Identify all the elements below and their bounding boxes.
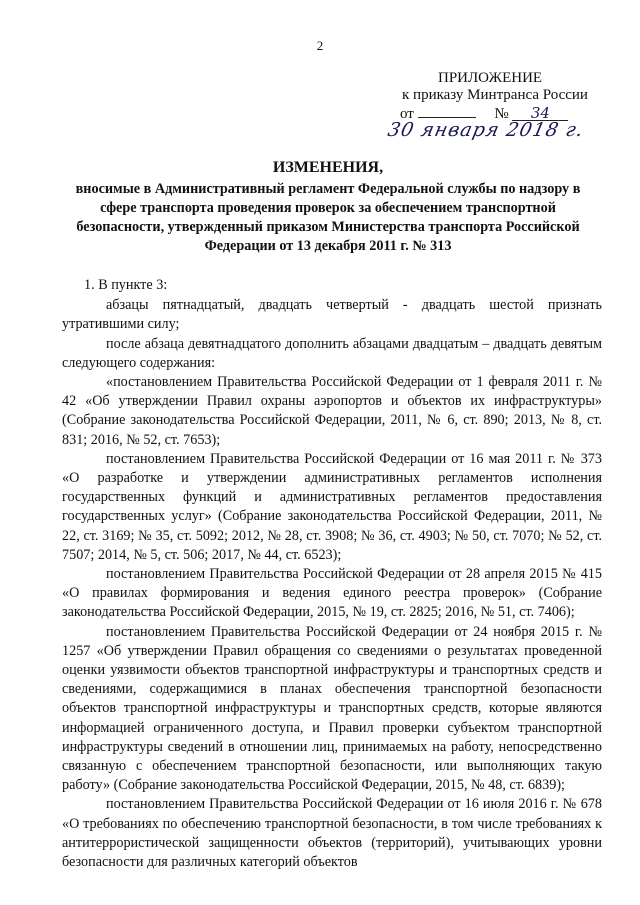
document-heading: [58, 158, 598, 256]
from-label: от: [400, 106, 414, 122]
document-title: ИЗМЕНЕНИЯ,: [272, 159, 384, 176]
order-number-field: 34: [512, 107, 568, 121]
appendix-block: [385, 70, 610, 141]
appendix-title: ПРИЛОЖЕНИЕ: [438, 70, 543, 86]
document-body: [62, 276, 602, 872]
body-paragraph: постановлением Правительства Российской Федерации от 28 апреля 2015 № 415 «О правилах формирования и ведения единого реестра проверок» (Собрание законодательства Российской Федерации, 2015, № 19, ст. 2825; 2016, № 51, ст. 7406);: [62, 566, 602, 621]
body-paragraph: постановлением Правительства Российской Федерации от 16 июля 2016 г. № 678 «О требованиях по обеспечению транспортной безопасности, в том числе требованиях к антитеррористической защищенности объектов (территорий), учитывающих уровни безопасности для различных категорий объектов: [62, 796, 602, 871]
document-subtitle: вносимые в Административный регламент Федеральной службы по надзору в сфере транспорта проведения проверок за обеспечением транспортной безопасности, утвержденный приказом Министерства транспорта Российской Федерации от 13 декабря 2011 г. № 313: [75, 181, 581, 254]
body-paragraph: абзацы пятнадцатый, двадцать четвертый - двадцать шестой признать утратившими силу;: [62, 297, 602, 333]
body-paragraph: после абзаца девятнадцатого дополнить абзацами двадцатым – двадцать девятым следующего содержания:: [62, 335, 602, 371]
body-paragraph: постановлением Правительства Российской Федерации от 16 мая 2011 г. № 373 «О разработке и утверждении административных регламентов исполнения государственных функций и административных регламентов предоставления государственных услуг» (Собрание законодательства Российской Федерации, 2011, № 22, ст. 3169; № 35, ст. 5092; 2012, № 28, ст. 3908; № 36, ст. 4903; № 50, ст. 7070; № 52, ст. 7507; 2014, № 5, ст. 506; 2017, № 44, ст. 6523);: [62, 450, 602, 563]
handwritten-date: 30 января 2018 г.: [385, 119, 586, 141]
appendix-date-line: [385, 104, 610, 141]
appendix-order-ref: к приказу Минтранса России: [402, 87, 588, 103]
from-field: [418, 104, 476, 118]
page-number: 2: [316, 38, 324, 53]
body-paragraph: 1. В пункте 3:: [84, 277, 168, 293]
number-label: №: [494, 106, 509, 122]
body-paragraph: постановлением Правительства Российской Федерации от 24 ноября 2015 г. № 1257 «Об утверждении Правил обращения со сведениями о результатах проведенной оценки уязвимости объектов транспортной инфраструктуры и транспортных средств и сведениями, содержащимися в планах обеспечения транспортной безопасности объектов транспортной инфраструктуры и транспортных средств, которые являются информацией ограниченного доступа, и Правил проверки субъектом транспортной инфраструктуры сведений в отношении лиц, принимаемых на работу, непосредственно связанную с обеспечением транспортной безопасности, или выполняющих такую работу» (Собрание законодательства Российской Федерации, 2015, № 48, ст. 6839);: [62, 623, 602, 794]
body-paragraph: «постановлением Правительства Российской Федерации от 1 февраля 2011 г. № 42 «Об утверждении Правил охраны аэропортов и объектов их инфраструктуры» (Собрание законодательства Российской Федерации, 2011, № 6, ст. 890; 2013, № 8, ст. 831; 2016, № 52, ст. 7653);: [62, 374, 602, 448]
